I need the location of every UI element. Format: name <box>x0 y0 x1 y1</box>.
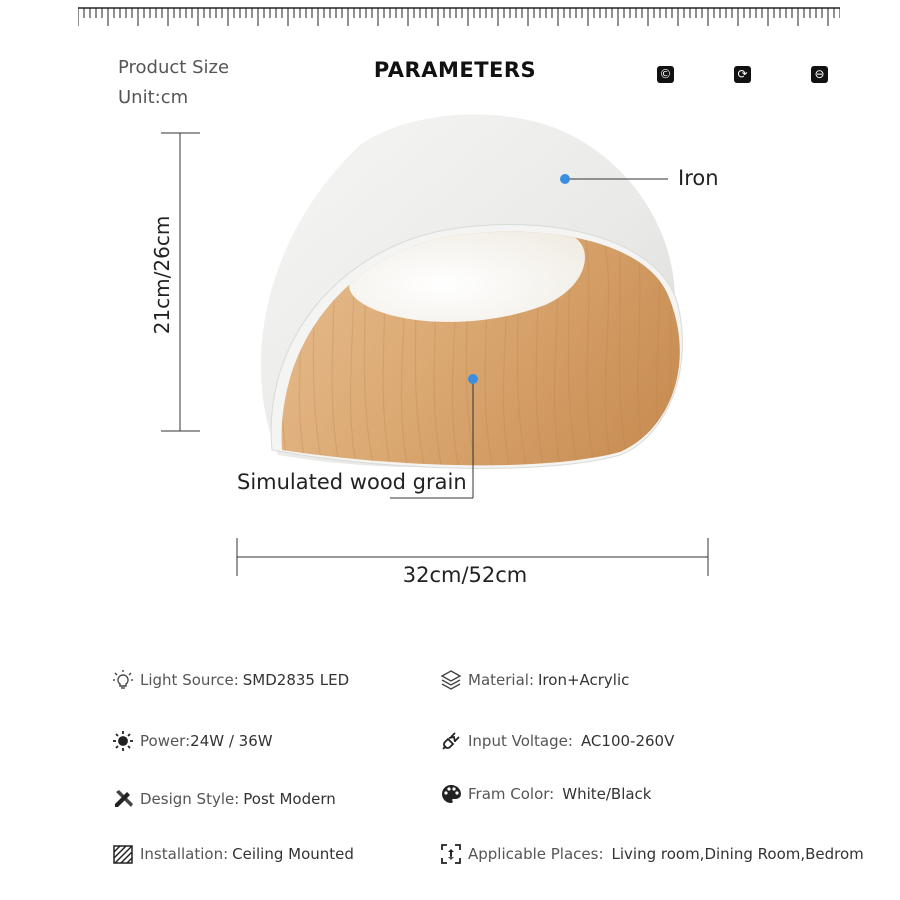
focus-icon <box>440 843 462 865</box>
spec-material <box>440 669 629 691</box>
spec-label: Fram Color: <box>468 785 555 803</box>
iron-label: Iron <box>678 166 719 190</box>
minus-icon: ⊖ <box>811 66 828 83</box>
spec-frame-color <box>440 783 652 805</box>
spec-value: White/Black <box>562 785 652 803</box>
height-value: 21cm/26cm <box>150 215 174 335</box>
spec-label: Installation: <box>140 845 229 863</box>
spec-label: Material: <box>468 671 534 689</box>
copyright-icon: © <box>657 66 674 83</box>
spec-label: Input Voltage: <box>468 732 573 750</box>
layers-icon <box>440 669 462 691</box>
spec-value: AC100-260V <box>580 732 675 750</box>
spec-label: Design Style: <box>140 790 240 808</box>
spec-installation <box>112 843 354 865</box>
page-title: PARAMETERS <box>373 58 537 82</box>
hatch-icon <box>112 843 134 865</box>
spec-input-voltage <box>440 730 674 752</box>
spec-light-source <box>112 669 349 691</box>
spec-value: Post Modern <box>243 790 336 808</box>
width-dimension-label: 32cm/52cm <box>402 563 528 587</box>
lamp-diagram <box>150 100 730 600</box>
spec-label: Light Source: <box>140 671 239 689</box>
unit-label: Unit:cm <box>118 87 189 108</box>
spec-label: Power: <box>140 732 191 750</box>
spec-applicable-places <box>440 843 864 865</box>
product-size-label: Product Size <box>118 57 230 78</box>
sun-icon <box>112 730 134 752</box>
bulb-icon <box>112 669 134 691</box>
palette-icon <box>440 783 462 805</box>
spec-value: SMD2835 LED <box>242 671 350 689</box>
spec-value: Iron+Acrylic <box>538 671 630 689</box>
spec-design-style <box>112 788 336 810</box>
spec-value: 24W / 36W <box>190 732 273 750</box>
refresh-icon: ⟳ <box>734 66 751 83</box>
spec-label: Applicable Places: <box>468 845 604 863</box>
spec-power <box>112 730 273 752</box>
pencil-ruler-icon <box>112 788 134 810</box>
iron-marker <box>560 174 570 184</box>
plug-icon <box>440 730 462 752</box>
top-ruler <box>78 2 840 28</box>
wood-marker <box>468 374 478 384</box>
spec-value: Ceiling Mounted <box>232 845 354 863</box>
spec-value: Living room,Dining Room,Bedrom <box>611 845 864 863</box>
wood-grain-label: Simulated wood grain <box>237 470 467 494</box>
